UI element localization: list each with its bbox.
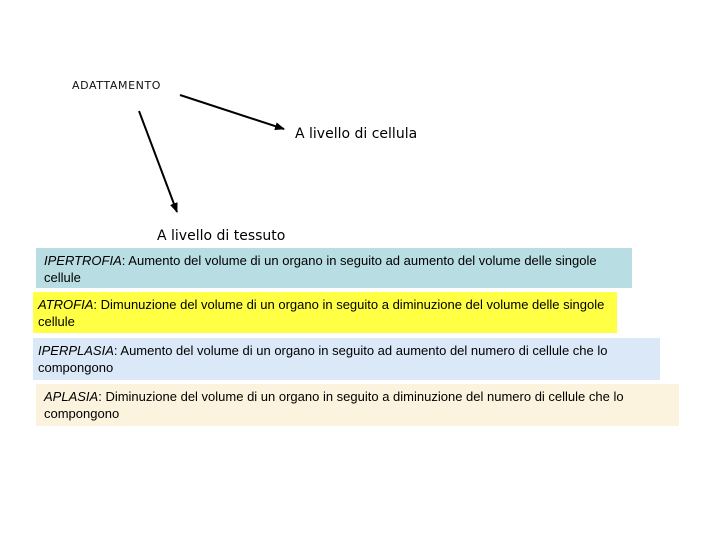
definition-term: IPERTROFIA xyxy=(44,253,122,268)
definition-separator: : xyxy=(113,343,118,358)
cell-level-label: A livello di cellula xyxy=(295,126,418,142)
definition-separator: : xyxy=(98,389,102,404)
definition-aplasia xyxy=(36,384,679,426)
definition-atrofia xyxy=(33,292,617,333)
definition-ipertrofia xyxy=(36,248,632,288)
definition-separator: : xyxy=(121,253,126,268)
arrow-to-tissue xyxy=(139,111,177,212)
definition-text: Diminuzione del volume di un organo in seguito a diminuzione del numero di cellule che lo compongono xyxy=(44,389,624,421)
definition-separator: : xyxy=(93,297,97,312)
definition-text: Aumento del volume di un organo in seguito ad aumento del volume delle singole cellule xyxy=(44,253,597,285)
definition-term: ATROFIA xyxy=(38,297,94,312)
definition-text: Aumento del volume di un organo in seguito ad aumento del numero di cellule che lo compongono xyxy=(38,343,608,375)
definition-iperplasia xyxy=(33,338,660,380)
definition-term: IPERPLASIA xyxy=(38,343,114,358)
definition-term: APLASIA xyxy=(44,389,99,404)
title: ADATTAMENTO xyxy=(72,79,162,92)
tissue-level-label: A livello di tessuto xyxy=(157,228,286,244)
definition-text: Dimunuzione del volume di un organo in seguito a diminuzione del volume delle singole cellule xyxy=(38,297,605,329)
arrow-to-cell xyxy=(180,95,284,129)
